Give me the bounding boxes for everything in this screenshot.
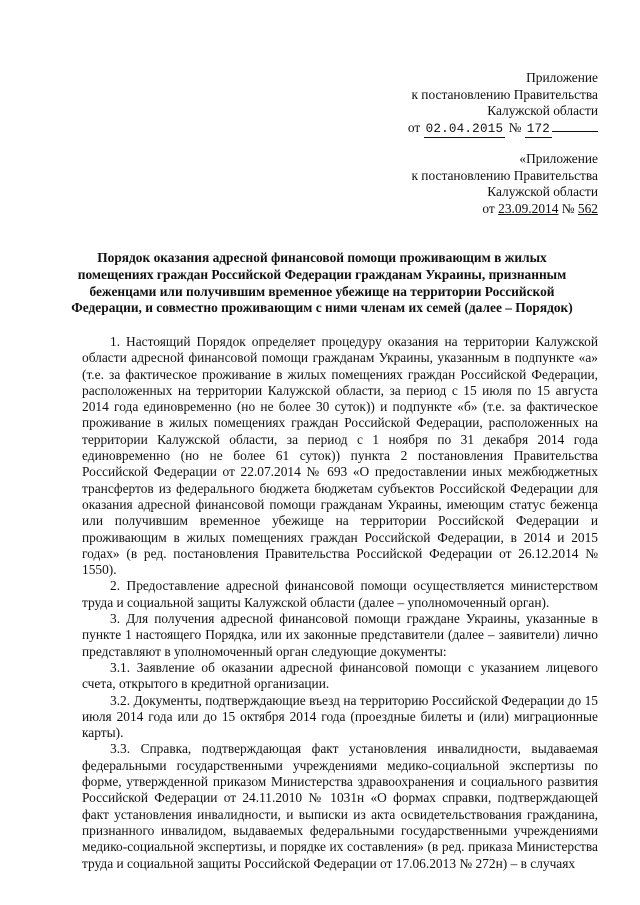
paragraph-3-2: 3.2. Документы, подтверждающие въезд на территорию Российской Федерации до 15 июля 2014 года или до 15 октября 2014 года (проездные билеты и (или) миграционные карты). (82, 692, 598, 741)
paragraph-3-1: 3.1. Заявление об оказании адресной финансовой помощи с указанием лицевого счета, открытого в кредитной организации. (82, 659, 598, 692)
appendix-label: Приложение (526, 70, 598, 85)
appendix-date-line (411, 201, 598, 218)
number-stamp: 172 (525, 121, 552, 139)
appendix-resolution-line: к постановлению Правительства (411, 167, 598, 183)
appendix-label: «Приложение (519, 151, 598, 166)
document-body (82, 334, 598, 872)
number-prefix: № (508, 119, 522, 135)
paragraph-1: 1. Настоящий Порядок определяет процедуру оказания на территории Калужской области адресной финансовой помощи гражданам Украины, указанным в подпункте «а» (т.е. за фактическое проживание в жилых помещениях граждан Российской Федерации, расположенных на территории Калужской области, за период с 15 июля по 15 августа 2014 года единовременно (но не более 30 суток)) и подпункте «б» (т.е. за фактическое проживание в жилых помещениях граждан Российской Федерации, расположенных на территории Калужской области, за период с 1 ноября по 31 декабря 2014 года единовременно (но не более 61 суток)) пункта 2 постановления Правительства Российской Федерации от 22.07.2014 № 693 «О предоставлении иных межбюджетных трансфертов из федерального бюджета бюджетам субъектов Российской Федерации для оказания адресной финансовой помощи гражданам Украины, имеющим статус беженца или получившим временное убежище на территории Российской Федерации и проживающим в жилых помещениях граждан Российской Федерации, в 2014 и 2015 годах» (в ред. постановления Правительства Российской Федерации от 26.12.2014 № 1550). (82, 334, 598, 578)
date-prefix: от (482, 200, 495, 216)
appendix-header-current (408, 70, 598, 138)
appendix-resolution-line: к постановлению Правительства (411, 86, 598, 102)
date-prefix: от (407, 119, 421, 135)
date-stamp: 02.04.2015 (424, 121, 506, 139)
paragraph-3: 3. Для получения адресной финансовой помощи граждане Украины, указанные в пункте 1 настоящего Порядка, или их законные представители (далее – заявители) лично представляют в уполномоченный орган следующие документы: (82, 611, 598, 659)
number-prefix: № (561, 200, 575, 216)
number-value: 562 (577, 200, 598, 216)
paragraph-2: 2. Предоставление адресной финансовой помощи осуществляется министерством труда и социальной защиты Калужской области (далее – уполномоченный орган). (82, 578, 598, 610)
paragraph-3-3: 3.3. Справка, подтверждающая факт установления инвалидности, выдаваемая федеральными государственными учреждениями медико-социальной экспертизы по форме, утвержденной приказом Министерства здравоохранения и социального развития Российской Федерации от 24.11.2010 № 1031н «О формах справки, подтверждающей факт установления инвалидности, и выписки из акта освидетельствования гражданина, признанного инвалидом, выдаваемых федеральными государственными учреждениями медико-социальной экспертизы, и порядке их составления» (в ред. приказа Министерства труда и социальной защиты Российской Федерации от 17.06.2013 № 272н) – в случаях (82, 741, 598, 871)
document-title: Порядок оказания адресной финансовой помощи проживающим в жилых помещениях граждан Российской Федерации гражданам Украины, признанным беженцами или получившим временное убежище на территории Российской Федерации, и совместно проживающим с ними членам их семей (далее – Порядок) (71, 250, 573, 316)
appendix-region-line: Калужской области (487, 103, 598, 119)
appendix-date-line (408, 120, 598, 139)
signature-underline (552, 131, 598, 132)
appendix-header-original (411, 151, 598, 217)
appendix-region-line: Калужской области (487, 184, 598, 200)
date-value: 23.09.2014 (498, 200, 559, 216)
